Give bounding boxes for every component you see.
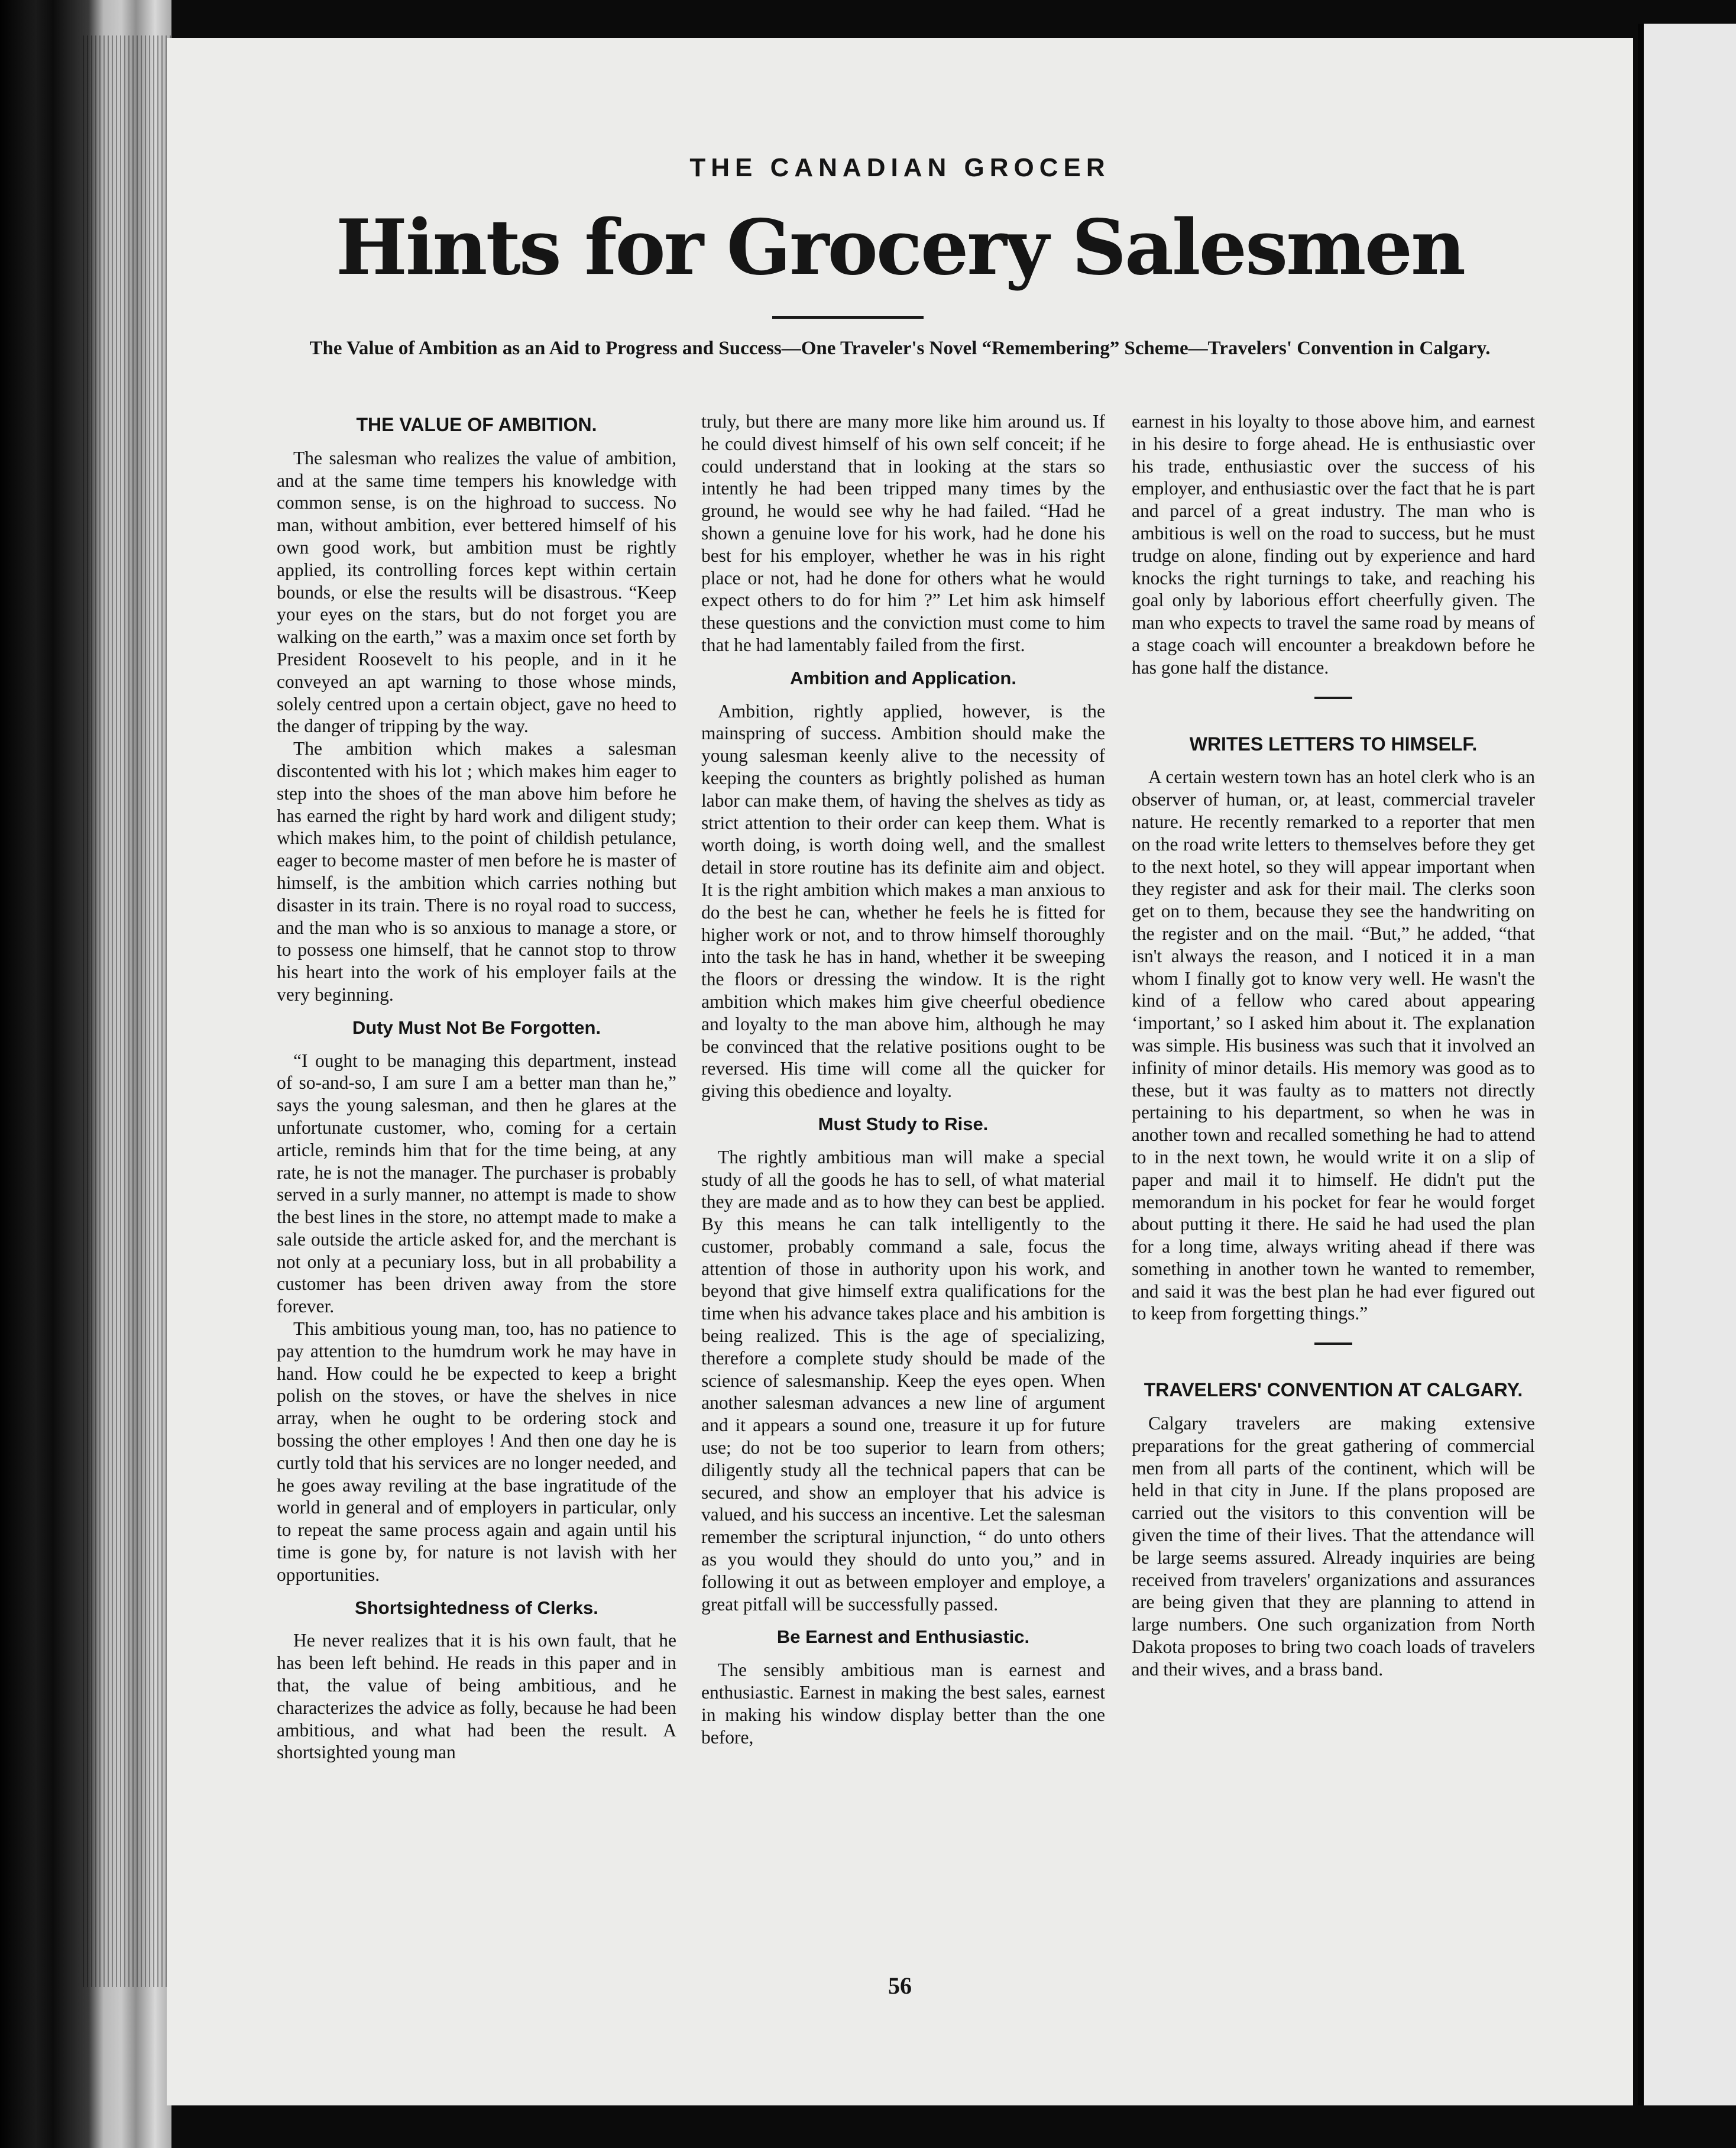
paragraph: earnest in his loyalty to those above him, and earnest in his desire to forge ahead. He is enthusiastic over his trade, enthusiastic over the success of his employer, and enthusiastic over the fact that he is part and parcel of a great industry. The man who is ambitious is well on the road to success, but he must trudge on alone, finding out by experience and hard knocks the right turnings to take, and reaching his goal only by laborious effort cheerfully given. The man who expects to travel the same road by means of a stage coach will encounter a breakdown before he has gone half the distance. <box>1132 411 1535 678</box>
section-divider <box>1314 697 1352 699</box>
paragraph: The salesman who realizes the value of ambition, and at the same time tempers his knowledge with common sense, is on the highroad to success. No man, without ambition, ever bettered himself of his own good work, but ambition must be rightly applied, its controlling forces kept within certain bounds, or else the results will be disastrous. “Keep your eyes on the stars, but do not forget you are walking on the earth,” was a maxim once set forth by President Roosevelt to his people, and in it he conveyed an apt warning to those whose minds, solely centred upon a certain object, gave no heed to the danger of tripping by the way. <box>277 447 676 737</box>
section-heading: TRAVELERS' CONVENTION AT CALGARY. <box>1144 1379 1523 1401</box>
paragraph: He never realizes that it is his own fault, that he has been left behind. He reads in this paper and in that, the value of being ambitious, and he characterizes the advice as folly, because he had been ambitious, and what had been the result. A shortsighted young man <box>277 1630 676 1763</box>
section-heading: Ambition and Application. <box>790 667 1016 688</box>
section-heading: WRITES LETTERS TO HIMSELF. <box>1189 733 1478 755</box>
paragraph: Calgary travelers are making extensive preparations for the great gathering of commercial men from all parts of the continent, which will be held in that city in June. If the plans proposed are carried out the visitors to this convention will be given the time of their lives. That the attendance will be large seems assured. Already inquiries are being received from travelers' organizations and assurances are being given that they are planning to attend in large numbers. One such organization from North Dakota proposes to bring two coach loads of travelers and their wives, and a brass band. <box>1132 1413 1535 1680</box>
section-heading: Shortsightedness of Clerks. <box>355 1597 598 1618</box>
facing-page-edge <box>1638 24 1736 2105</box>
title-rule <box>772 316 924 319</box>
column-1 <box>277 410 676 1764</box>
article-subtitle: The Value of Ambition as an Aid to Progress and Success—One Traveler's Novel “Remembering” Scheme—Travelers' Convention in Calgary. <box>309 338 1491 359</box>
paragraph: Ambition, rightly applied, however, is the mainspring of success. Ambition should make the young salesman keenly alive to the necessity of keeping the counters as brightly polished as human labor can make them, of having the shelves as tidy as strict attention to their order can keep them. What is worth doing, is worth doing well, and the smallest detail in store routine has its definite aim and object. It is the right ambition which makes a man anxious to do the best he can, whether he feels he is fitted for higher work or not, and to throw himself thoroughly into the task he has in hand, whether it be sweeping the floors or dressing the window. It is the right ambition which makes him give cheerful obedience and loyalty to the man above him, although he may be convinced that the relative positions ought to be reversed. His time will come all the quicker for giving this obedience and loyalty. <box>701 700 1105 1102</box>
column-3 <box>1132 410 1535 1681</box>
section-heading: Must Study to Rise. <box>818 1113 989 1134</box>
section-heading: Be Earnest and Enthusiastic. <box>776 1626 1030 1648</box>
paragraph: A certain western town has an hotel clerk who is an observer of human, or, at least, commercial traveler nature. He recently remarked to a reporter that men on the road write letters to themselves before they get to the next hotel, so they will appear important when they register and ask for their mail. The clerks soon get on to them, because they see the handwriting on the register and on the mail. “But,” he added, “that isn't always the reason, and I noticed it in a man whom I finally got to know very well. He wasn't the kind of a fellow who cared about appearing ‘important,’ so I asked him about it. The explanation was simple. His business was such that it involved an infinity of minor details. His memory was good as to these, but it was faulty as to matters not directly pertaining to his department, so when he was in another town and recalled something he had to attend to in the next town, he would write it on a slip of paper and mail it to himself. He didn't put the memorandum in his pocket for fear he would forget about putting it there. He said he had used the plan for a long time, always writing ahead if there was something in another town he wanted to remember, and said it was the best plan he had ever figured out to keep from forgetting things.” <box>1132 766 1535 1324</box>
article-title: Hints for Grocery Salesmen <box>335 203 1465 292</box>
paragraph: truly, but there are many more like him around us. If he could divest himself of his own self conceit; if he could understand that in looking at the stars so intently he had been tripped many times by the ground, he would see why he had failed. “Had he shown a genuine love for his work, had he done his best for his employer, whether he was in his right place or not, had he done for others what he would expect others to do for him ?” Let him ask himself these questions and the conviction must come to him that he had lamentably failed from the first. <box>701 411 1105 655</box>
section-heading: Duty Must Not Be Forgotten. <box>352 1017 601 1038</box>
page-number: 56 <box>888 1972 912 1999</box>
column-2 <box>701 410 1105 1748</box>
section-divider <box>1314 1342 1352 1345</box>
page-stack-edges <box>83 35 171 1987</box>
paragraph: This ambitious young man, too, has no patience to pay attention to the humdrum work he may have in hand. How could he be expected to keep a bright polish on the stoves, or have the shelves in nice array, when he ought to be ordering stock and bossing the other employes ! And then one day he is curtly told that his services are no longer needed, and he goes away reviling at the base ingratitude of the world in general and of employers in particular, only to repeat the same process again and again until his time is gone by, for nature is not lavish with her opportunities. <box>277 1318 676 1585</box>
paragraph: The ambition which makes a salesman discontented with his lot ; which makes him eager to step into the shoes of the man above him before he has earned the right by hard work and diligent study; which makes him, to the point of childish petulance, eager to become master of men before he is master of himself, is the ambition which carries nothing but disaster in its train. There is no royal road to success, and the man who is so anxious to manage a store, or to possess one himself, that he cannot stop to throw his heart into the work of his employer fails at the very beginning. <box>277 738 676 1005</box>
book-binding <box>0 0 171 2148</box>
paragraph: “I ought to be managing this department, instead of so-and-so, I am sure I am a better man than he,” says the young salesman, and then he glares at the unfortunate customer, who, coming for a certain article, reminds him that for the time being, at any rate, he is not the manager. The purchaser is probably served in a surly manner, no attempt is made to show the best lines in the store, no attempt made to make a sale outside the article asked for, and the merchant is not only at a pecuniary loss, but in all probability a customer has been driven away from the store forever. <box>277 1050 676 1317</box>
paragraph: The sensibly ambitious man is earnest and enthusiastic. Earnest in making the best sales, earnest in making his window display better than the one before, <box>701 1659 1105 1748</box>
paragraph: The rightly ambitious man will make a special study of all the goods he has to sell, of what material they are made and as to how they can best be applied. By this means he can talk intelligently to the customer, probably command a sale, focus the attention of those in authority upon his work, and beyond that give himself extra qualifications for the time when his advance takes place and his ambition is being realized. This is the age of specializing, therefore a complete study should be made of the science of salesmanship. Keep the eyes open. When another salesman advances a new line of argument and it appears a sound one, treasure it up for future use; do not be too superior to learn from others; diligently study all the technical papers that can be secured, and show an employer that his advice is valued, and his success an incentive. Let the salesman remember the scriptural injunction, “ do unto others as you would they should do unto you,” and in following it out as between employer and employe, a great pitfall will be successfully passed. <box>701 1146 1105 1615</box>
masthead: THE CANADIAN GROCER <box>689 153 1110 182</box>
section-heading: THE VALUE OF AMBITION. <box>356 414 597 435</box>
magazine-page <box>167 38 1633 2105</box>
